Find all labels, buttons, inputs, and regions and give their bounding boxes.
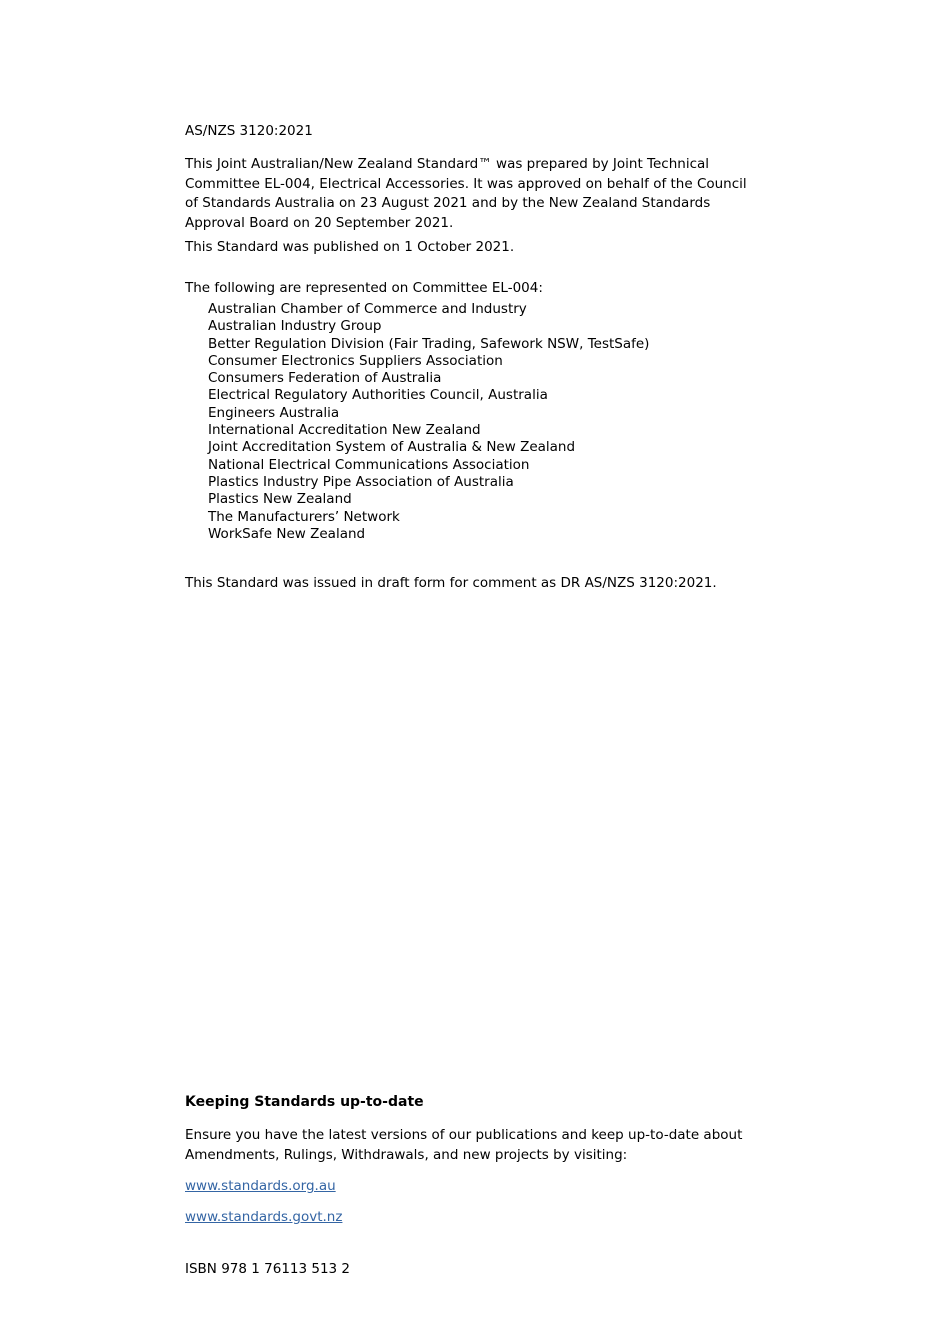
standard-number: AS/NZS 3120:2021 bbox=[185, 123, 313, 139]
committee-member: Consumer Electronics Suppliers Association bbox=[208, 352, 503, 369]
isbn-line: ISBN 978 1 76113 513 2 bbox=[185, 1260, 351, 1277]
committee-member: Better Regulation Division (Fair Trading, Safework NSW, TestSafe) bbox=[208, 335, 650, 352]
keeping-standards-heading: Keeping Standards up-to-date bbox=[185, 1094, 424, 1110]
standards-org-au-link[interactable]: www.standards.org.au bbox=[185, 1178, 336, 1194]
committee-member: Plastics Industry Pipe Association of Australia bbox=[208, 473, 514, 490]
link-row bbox=[185, 1201, 763, 1227]
preparation-paragraph: This Joint Australian/New Zealand Standard™ was prepared by Joint Technical Committee EL-004, Electrical Accessories. It was approved on behalf of the Council of Standards Australia on 23 August 2021 and by the New Zealand Standards Approval Board on 20 September 2021. bbox=[185, 156, 747, 231]
committee-member: Joint Accreditation System of Australia & New Zealand bbox=[208, 439, 576, 456]
committee-member: Australian Chamber of Commerce and Industry bbox=[208, 301, 527, 317]
keeping-standards-section bbox=[185, 1093, 763, 1227]
committee-member: WorkSafe New Zealand bbox=[208, 525, 366, 542]
keeping-standards-body: Ensure you have the latest versions of our publications and keep up-to-date about Amendments, Rulings, Withdrawals, and new projects by visiting: bbox=[185, 1127, 743, 1163]
committee-member: Plastics New Zealand bbox=[208, 491, 352, 508]
committee-member: Consumers Federation of Australia bbox=[208, 370, 442, 387]
committee-member: International Accreditation New Zealand bbox=[208, 422, 481, 439]
standards-govt-nz-link[interactable]: www.standards.govt.nz bbox=[185, 1209, 343, 1225]
committee-member: The Manufacturers’ Network bbox=[208, 508, 400, 525]
committee-member-list bbox=[185, 301, 763, 543]
link-row bbox=[185, 1170, 763, 1196]
committee-member: Electrical Regulatory Authorities Council, Australia bbox=[208, 387, 548, 404]
committee-intro: The following are represented on Committee EL-004: bbox=[185, 279, 543, 296]
committee-member: Engineers Australia bbox=[208, 404, 340, 421]
page-content bbox=[185, 122, 763, 594]
committee-member: National Electrical Communications Association bbox=[208, 456, 530, 473]
draft-comment-line: This Standard was issued in draft form for comment as DR AS/NZS 3120:2021. bbox=[185, 575, 717, 592]
published-line: This Standard was published on 1 October 2021. bbox=[185, 239, 515, 255]
committee-member: Australian Industry Group bbox=[208, 318, 382, 335]
